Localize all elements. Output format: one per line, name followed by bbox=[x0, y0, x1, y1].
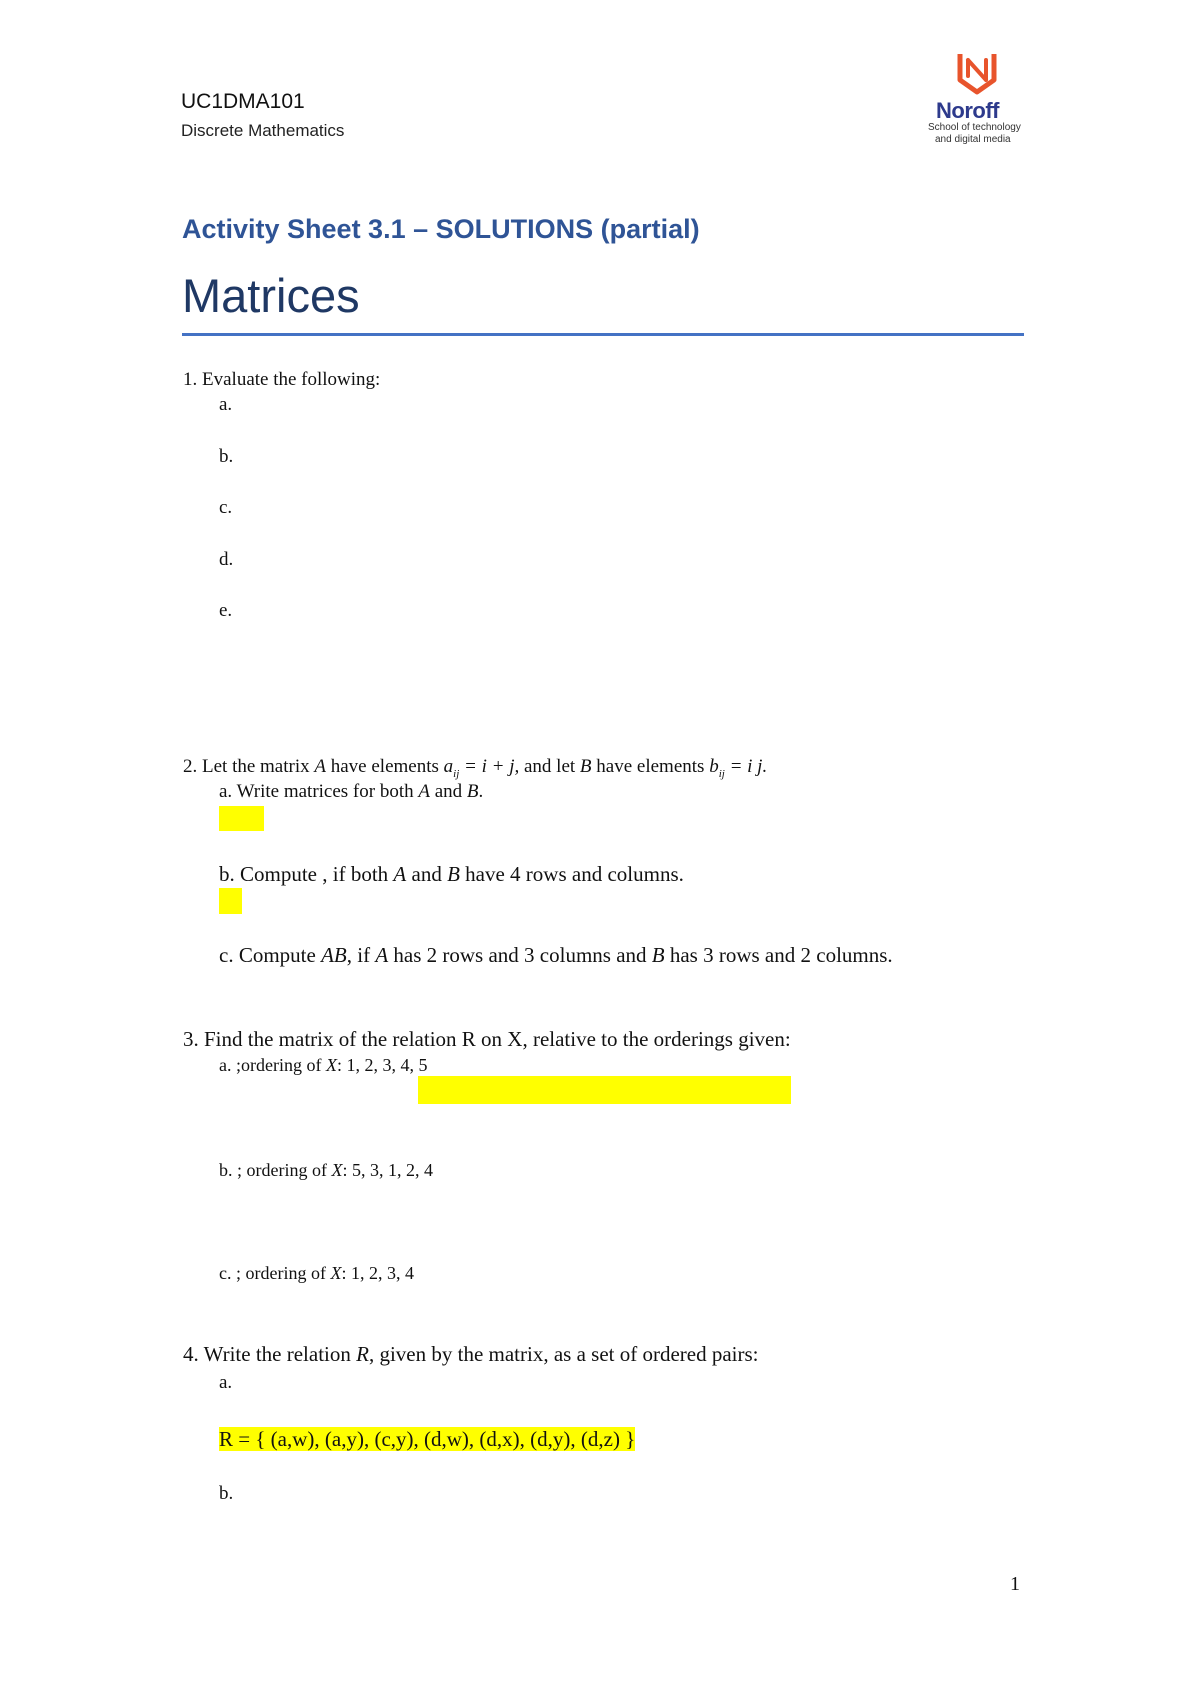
page-title: Matrices bbox=[182, 269, 360, 322]
q3-part-c: c. ; ordering of X: 1, 2, 3, 4 bbox=[219, 1263, 414, 1283]
logo-tagline-2: and digital media bbox=[935, 134, 1011, 145]
page-number: 1 bbox=[1010, 1573, 1020, 1595]
activity-subtitle: Activity Sheet 3.1 – SOLUTIONS (partial) bbox=[182, 214, 700, 244]
q2-part-a: a. Write matrices for both A and B. bbox=[219, 781, 484, 802]
q2-intro: 2. Let the matrix A have elements $a_{ij} = i + j$, and let B have elements $b_{ij} = i$ j. bbox=[183, 756, 768, 780]
logo-wordmark: Noroff bbox=[936, 98, 999, 123]
noroff-n-icon bbox=[956, 50, 998, 96]
course-code: UC1DMA101 bbox=[181, 90, 305, 113]
q3-text: 3. Find the matrix of the relation R on X, relative to the orderings given: bbox=[183, 1027, 791, 1051]
q1-item-b: b. bbox=[219, 446, 234, 467]
q2-part-c: c. Compute AB, if A has 2 rows and 3 columns and B has 3 rows and 2 columns. bbox=[219, 943, 893, 967]
answer-highlight-2b bbox=[219, 888, 242, 914]
q3-part-b: b. ; ordering of X: 5, 3, 1, 2, 4 bbox=[219, 1160, 433, 1180]
logo-tagline-1: School of technology bbox=[928, 122, 1021, 133]
q4-answer-a: R = { (a,w), (a,y), (c,y), (d,w), (d,x), (d,y), (d,z) } bbox=[219, 1427, 636, 1451]
answer-highlight-2a bbox=[219, 806, 264, 831]
q3-part-a: a. ;ordering of X: 1, 2, 3, 4, 5 bbox=[219, 1055, 428, 1075]
course-name: Discrete Mathematics bbox=[181, 121, 345, 140]
title-rule bbox=[182, 333, 1024, 336]
q1-item-a: a. bbox=[219, 394, 233, 415]
q1-text: 1. Evaluate the following: bbox=[183, 369, 381, 390]
q4-part-a: a. bbox=[219, 1372, 233, 1393]
q1-item-e: e. bbox=[219, 600, 233, 621]
q2-part-b: b. Compute , if both A and B have 4 rows and columns. bbox=[219, 862, 684, 886]
q1-item-d: d. bbox=[219, 549, 234, 570]
answer-highlight-3a bbox=[418, 1076, 791, 1104]
q1-item-c: c. bbox=[219, 497, 233, 518]
q4-part-b: b. bbox=[219, 1483, 234, 1504]
q4-text: 4. Write the relation R, given by the matrix, as a set of ordered pairs: bbox=[183, 1342, 759, 1366]
